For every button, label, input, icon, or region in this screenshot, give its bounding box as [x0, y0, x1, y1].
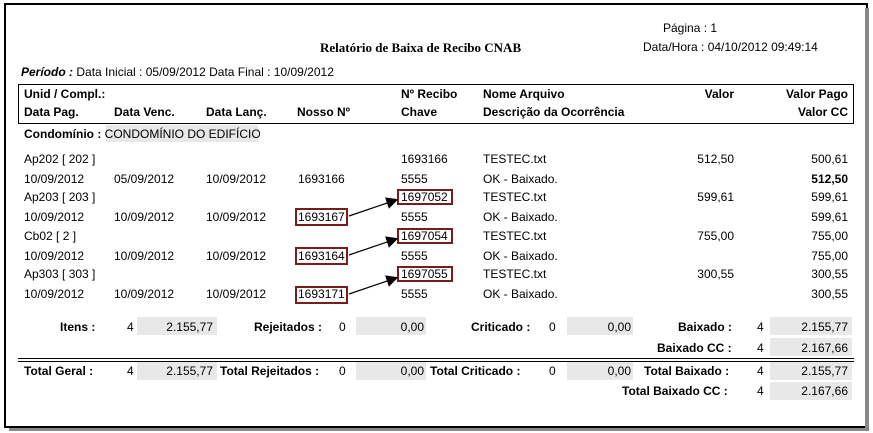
row-valor-pago: 300,55 [811, 267, 848, 281]
total-rejeitados-value: 0,00 [400, 364, 424, 378]
total-baixado-cc-value: 2.167,66 [801, 384, 848, 398]
row-descricao: OK - Baixado. [483, 287, 558, 301]
row-chave: 5555 [401, 249, 428, 263]
col-descricao: Descrição da Ocorrência [483, 105, 625, 119]
total-criticado-label: Total Criticado : [430, 364, 521, 378]
condominio-label: Condomínio : [24, 127, 102, 141]
row-arquivo: TESTEC.txt [483, 229, 547, 243]
row-data-venc: 10/09/2012 [114, 287, 175, 301]
row-chave: 5555 [401, 210, 428, 224]
row-recibo: 1697052 [401, 190, 448, 204]
arrow-1 [349, 200, 396, 216]
col-data-lanc: Data Lanç. [206, 105, 267, 119]
row-unit: Cb02 [ 2 ] [24, 229, 77, 243]
total-baixado-cc-count: 4 [757, 384, 764, 398]
row-valor-cc: 599,61 [811, 210, 848, 224]
baixado-value: 2.155,77 [801, 320, 848, 334]
row-valor: 755,00 [697, 229, 734, 243]
row-recibo: 1693166 [401, 152, 448, 166]
row-nosso: 1693171 [298, 287, 345, 301]
baixado-cc-count: 4 [757, 341, 764, 355]
date-time: Data/Hora : 04/10/2012 09:49:14 [643, 40, 818, 54]
row-nosso: 1693167 [298, 210, 345, 224]
period-label: Período : [21, 65, 74, 79]
row-chave: 5555 [401, 287, 428, 301]
page-number: Página : 1 [663, 21, 718, 35]
itens-label: Itens : [60, 320, 96, 334]
row-recibo: 1697055 [401, 267, 448, 281]
col-data-venc: Data Venc. [114, 105, 175, 119]
row-valor: 599,61 [697, 190, 734, 204]
rejeitados-count: 0 [339, 320, 346, 334]
row-unit: Ap202 [ 202 ] [24, 152, 96, 166]
total-baixado-count: 4 [757, 364, 764, 378]
col-valor: Valor [704, 87, 734, 101]
row-valor-cc: 300,55 [811, 287, 848, 301]
row-chave: 5555 [401, 172, 428, 186]
report-title: Relatório de Baixa de Recibo CNAB [320, 40, 522, 55]
col-chave: Chave [401, 105, 438, 119]
col-nome-arquivo: Nome Arquivo [483, 87, 565, 101]
col-nosso: Nosso Nº [297, 105, 351, 119]
criticado-value: 0,00 [607, 320, 631, 334]
condominio-value: CONDOMÍNIO DO EDIFÍCIO [104, 127, 261, 141]
row-valor-pago: 755,00 [811, 229, 848, 243]
row-data-lanc: 10/09/2012 [206, 287, 267, 301]
baixado-count: 4 [757, 320, 764, 334]
rejeitados-value: 0,00 [400, 320, 424, 334]
total-baixado-cc-label: Total Baixado CC : [622, 384, 728, 398]
total-rejeitados-count: 0 [339, 364, 346, 378]
col-valor-pago: Valor Pago [785, 87, 848, 101]
row-data-lanc: 10/09/2012 [206, 249, 267, 263]
row-data-lanc: 10/09/2012 [206, 172, 267, 186]
row-descricao: OK - Baixado. [483, 172, 558, 186]
col-recibo: Nº Recibo [401, 87, 458, 101]
row-descricao: OK - Baixado. [483, 210, 558, 224]
rejeitados-label: Rejeitados : [254, 320, 323, 334]
row-valor-cc: 512,50 [811, 172, 848, 186]
row-data-venc: 10/09/2012 [114, 249, 175, 263]
row-data-lanc: 10/09/2012 [206, 210, 267, 224]
row-data-venc: 10/09/2012 [114, 210, 175, 224]
row-arquivo: TESTEC.txt [483, 152, 547, 166]
col-valor-cc: Valor CC [797, 105, 848, 119]
total-geral-value: 2.155,77 [166, 364, 213, 378]
row-valor-pago: 599,61 [811, 190, 848, 204]
row-arquivo: TESTEC.txt [483, 190, 547, 204]
row-nosso: 1693166 [298, 172, 345, 186]
total-geral-count: 4 [127, 364, 134, 378]
total-rejeitados-label: Total Rejeitados : [220, 364, 320, 378]
row-valor: 512,50 [697, 152, 734, 166]
col-unid: Unid / Compl.: [24, 87, 106, 101]
row-nosso: 1693164 [298, 249, 345, 263]
row-data-pag: 10/09/2012 [24, 287, 85, 301]
row-data-pag: 10/09/2012 [24, 249, 85, 263]
total-baixado-label: Total Baixado : [644, 364, 730, 378]
arrow-3 [349, 278, 396, 294]
row-recibo: 1697054 [401, 229, 448, 243]
row-descricao: OK - Baixado. [483, 249, 558, 263]
criticado-label: Criticado : [471, 320, 531, 334]
row-valor-cc: 755,00 [811, 249, 848, 263]
row-unit: Ap203 [ 203 ] [24, 190, 96, 204]
row-unit: Ap303 [ 303 ] [24, 267, 96, 281]
period-value: Data Inicial : 05/09/2012 Data Final : 10/09/2012 [76, 65, 334, 79]
total-criticado-count: 0 [549, 364, 556, 378]
row-valor-pago: 500,61 [811, 152, 848, 166]
row-data-pag: 10/09/2012 [24, 172, 85, 186]
itens-count: 4 [127, 320, 134, 334]
total-criticado-value: 0,00 [607, 364, 631, 378]
col-data-pag: Data Pag. [24, 105, 79, 119]
itens-value: 2.155,77 [166, 320, 213, 334]
row-data-venc: 05/09/2012 [114, 172, 175, 186]
total-geral-label: Total Geral : [24, 364, 94, 378]
criticado-count: 0 [549, 320, 556, 334]
row-data-pag: 10/09/2012 [24, 210, 85, 224]
baixado-cc-value: 2.167,66 [801, 341, 848, 355]
baixado-label: Baixado : [678, 320, 733, 334]
total-baixado-value: 2.155,77 [801, 364, 848, 378]
row-arquivo: TESTEC.txt [483, 267, 547, 281]
arrow-2 [349, 239, 396, 255]
baixado-cc-label: Baixado CC : [657, 341, 732, 355]
row-valor: 300,55 [697, 267, 734, 281]
totals-divider-top [18, 358, 854, 359]
